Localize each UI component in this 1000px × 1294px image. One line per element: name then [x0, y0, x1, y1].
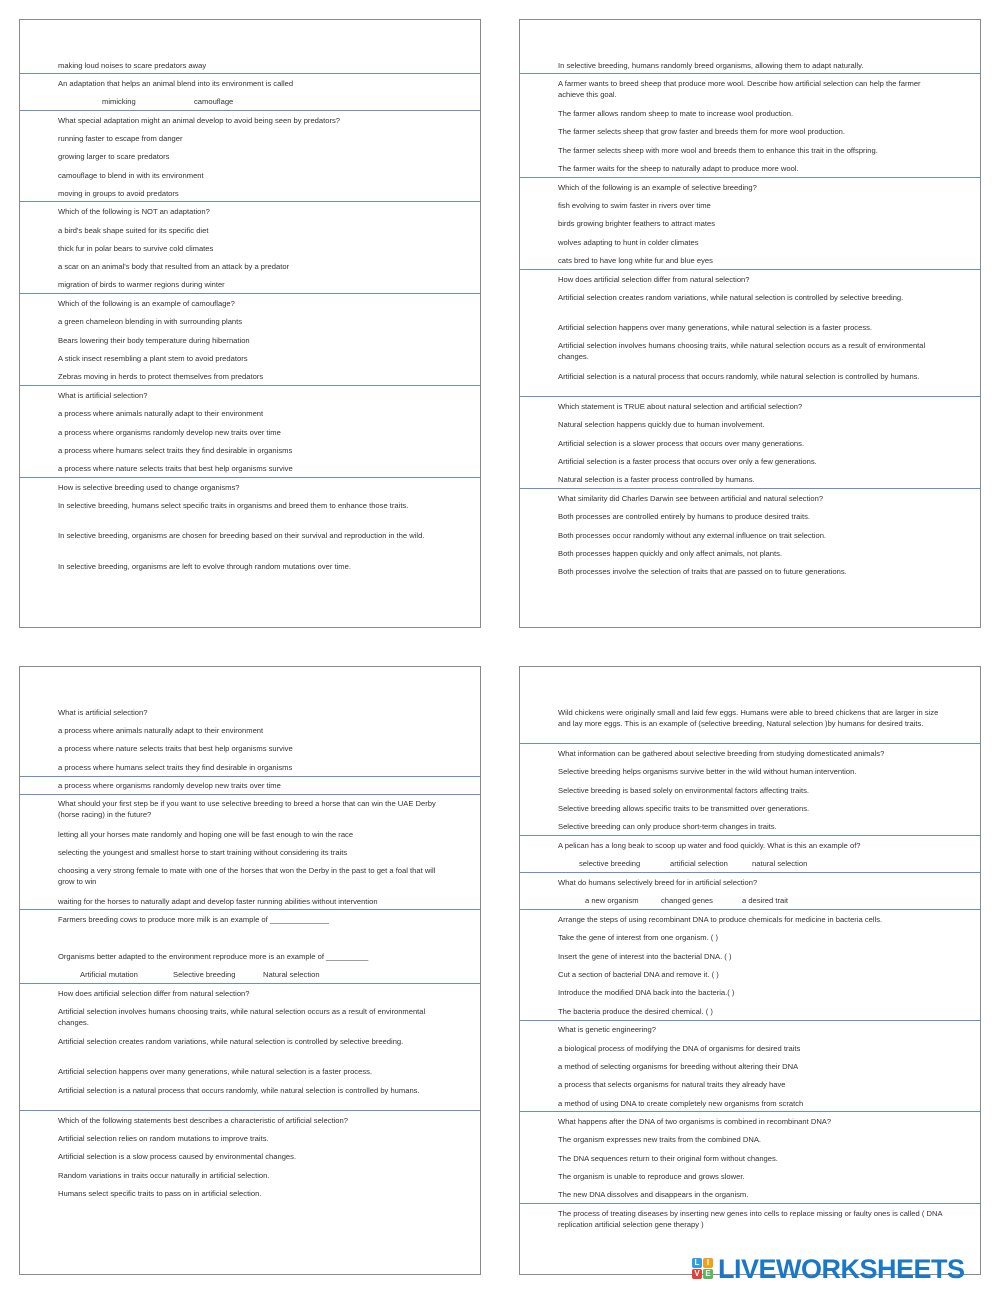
answer-option[interactable]: Natural selection is a faster process controlled by humans. [558, 475, 755, 484]
answer-option[interactable]: In selective breeding, organisms are chosen for breeding based on their survival and reproduction in the wild. [58, 531, 425, 540]
fill-in-question[interactable]: Farmers breeding cows to produce more milk is an example of ______________ [58, 915, 329, 924]
answer-option[interactable]: birds growing brighter feathers to attract mates [558, 219, 716, 228]
option-artificial-selection[interactable]: artificial selection [670, 859, 728, 868]
answer-option[interactable]: In selective breeding, organisms are left to evolve through random mutations over time. [58, 562, 351, 571]
divider [20, 385, 480, 386]
question-text: A pelican has a long beak to scoop up water and food quickly. What is this an example of? [558, 841, 861, 850]
worksheet-panel-1 [19, 19, 481, 628]
logo-letter: E [703, 1269, 713, 1279]
option-natural-selection[interactable]: natural selection [752, 859, 808, 868]
answer-option[interactable]: The new DNA dissolves and disappears in the organism. [558, 1190, 749, 1199]
divider [520, 269, 980, 270]
answer-option[interactable]: moving in groups to avoid predators [58, 189, 179, 198]
answer-option[interactable]: choosing a very strong female to mate with one of the horses that won the Derby in the past to get a foal that will grow to win [58, 866, 436, 886]
answer-option[interactable]: The organism is unable to reproduce and grows slower. [558, 1172, 745, 1181]
answer-option[interactable]: a green chameleon blending in with surrounding plants [58, 317, 243, 326]
answer-option[interactable]: running faster to escape from danger [58, 134, 183, 143]
option-new-organism[interactable]: a new organism [585, 896, 639, 905]
divider [20, 110, 480, 111]
answer-option[interactable]: Both processes are controlled entirely by humans to produce desired traits. [558, 512, 810, 521]
liveworksheets-logo [690, 1254, 990, 1284]
answer-option[interactable]: The organism expresses new traits from the combined DNA. [558, 1135, 762, 1144]
answer-option[interactable]: Bears lowering their body temperature during hibernation [58, 336, 250, 345]
answer-option[interactable]: Artificial selection relies on random mutations to improve traits. [58, 1134, 269, 1143]
answer-option[interactable]: a bird's beak shape suited for its specific diet [58, 226, 209, 235]
logo-letter: V [692, 1269, 702, 1279]
question-text: What is artificial selection? [58, 391, 148, 400]
answer-option[interactable]: Artificial selection is a natural process that occurs randomly, while natural selection is controlled by humans. [558, 372, 920, 381]
logo-text: LIVEWORKSHEETS [718, 1254, 965, 1284]
divider [20, 477, 480, 478]
dropdown-question[interactable]: The process of treating diseases by inserting new genes into cells to replace missing or faulty ones is called ( DNA replication artificial selection gene therapy ) [558, 1209, 943, 1229]
answer-option[interactable]: In selective breeding, humans randomly breed organisms, allowing them to adapt naturally. [558, 61, 864, 70]
logo-letter: I [703, 1258, 713, 1268]
divider [20, 293, 480, 294]
answer-option[interactable]: Selective breeding allows specific traits to be transmitted over generations. [558, 804, 810, 813]
answer-option[interactable]: a scar on an animal's body that resulted from an attack by a predator [58, 262, 290, 271]
ordering-step[interactable]: Insert the gene of interest into the bacterial DNA. ( ) [558, 952, 732, 961]
answer-option[interactable]: a process where organisms randomly develop new traits over time [58, 781, 281, 790]
answer-option[interactable]: Random variations in traits occur naturally in artificial selection. [58, 1171, 270, 1180]
question-text: What is artificial selection? [58, 708, 148, 717]
answer-option[interactable]: a process where animals naturally adapt to their environment [58, 409, 264, 418]
answer-option[interactable]: Zebras moving in herds to protect themselves from predators [58, 372, 264, 381]
answer-option[interactable]: Artificial selection happens over many generations, while natural selection is a faster process. [558, 323, 873, 332]
divider [20, 1110, 480, 1111]
divider [520, 396, 980, 397]
question-text: How does artificial selection differ from natural selection? [558, 275, 750, 284]
option-changed-genes[interactable]: changed genes [661, 896, 713, 905]
fill-in-question[interactable]: Organisms better adapted to the environment reproduce more is an example of __________ [58, 952, 369, 961]
question-text: How is selective breeding used to change organisms? [58, 483, 240, 492]
answer-option[interactable]: Natural selection happens quickly due to human involvement. [558, 420, 765, 429]
answer-option[interactable]: Artificial selection is a natural process that occurs randomly, while natural selection is controlled by humans. [58, 1086, 420, 1095]
answer-option[interactable]: cats bred to have long white fur and blue eyes [558, 256, 713, 265]
divider [20, 73, 480, 74]
answer-option[interactable]: Artificial selection creates random variations, while natural selection is controlled by selective breeding. [58, 1037, 404, 1046]
divider [20, 983, 480, 984]
answer-option[interactable]: migration of birds to warmer regions during winter [58, 280, 225, 289]
answer-option[interactable]: a process where animals naturally adapt to their environment [58, 726, 264, 735]
question-text: Which of the following is an example of selective breeding? [558, 183, 757, 192]
answer-option[interactable]: Artificial selection is a slower process that occurs over many generations. [558, 439, 805, 448]
question-text: How does artificial selection differ from natural selection? [58, 989, 250, 998]
option-mimicking[interactable]: mimicking [102, 97, 136, 106]
divider [520, 909, 980, 910]
worksheet-panel-4 [519, 666, 981, 1275]
answer-option[interactable]: camouflage to blend in with its environment [58, 171, 204, 180]
divider [20, 794, 480, 795]
answer-option[interactable]: Artificial selection is a slow process caused by environmental changes. [58, 1152, 297, 1161]
answer-option[interactable]: The DNA sequences return to their original form without changes. [558, 1154, 778, 1163]
answer-option[interactable]: Artificial selection involves humans choosing traits, while natural selection occurs as a result of environmental changes. [558, 341, 926, 361]
answer-option[interactable]: growing larger to scare predators [58, 152, 170, 161]
divider [520, 743, 980, 744]
question-text: What is genetic engineering? [558, 1025, 656, 1034]
option-artificial-mutation[interactable]: Artificial mutation [80, 970, 138, 979]
ordering-step[interactable]: Cut a section of bacterial DNA and remove it. ( ) [558, 970, 719, 979]
question-text: What special adaptation might an animal develop to avoid being seen by predators? [58, 116, 340, 125]
answer-option[interactable]: Both processes happen quickly and only affect animals, not plants. [558, 549, 783, 558]
answer-option[interactable]: waiting for the horses to naturally adapt and develop faster running abilities without intervention [58, 897, 378, 906]
answer-option[interactable]: Artificial selection is a faster process that occurs over only a few generations. [558, 457, 817, 466]
answer-option[interactable]: a method of selecting organisms for breeding without altering their DNA [558, 1062, 799, 1071]
answer-option[interactable]: letting all your horses mate randomly and hoping one will be fast enough to win the race [58, 830, 354, 839]
answer-option[interactable]: The farmer selects sheep that grow faster and breeds them for more wool production. [558, 127, 846, 136]
answer-option[interactable]: a process where nature selects traits that best help organisms survive [58, 464, 293, 473]
option-desired-trait[interactable]: a desired trait [742, 896, 789, 905]
question-text: Arrange the steps of using recombinant DNA to produce chemicals for medicine in bacteria cells. [558, 915, 883, 924]
question-text: What information can be gathered about selective breeding from studying domesticated animals? [558, 749, 885, 758]
divider [520, 1203, 980, 1204]
answer-option[interactable]: a process where nature selects traits that best help organisms survive [58, 744, 293, 753]
divider [520, 1111, 980, 1112]
answer-option[interactable]: fish evolving to swim faster in rivers over time [558, 201, 711, 210]
logo-letter: L [692, 1258, 702, 1268]
divider [520, 177, 980, 178]
question-text: What do humans selectively breed for in artificial selection? [558, 878, 758, 887]
divider [20, 909, 480, 910]
answer-option[interactable]: Both processes involve the selection of traits that are passed on to future generations. [558, 567, 847, 576]
answer-option[interactable]: a process that selects organisms for natural traits they already have [558, 1080, 786, 1089]
divider [20, 201, 480, 202]
divider [520, 1020, 980, 1021]
answer-option[interactable]: selecting the youngest and smallest horse to start training without considering its traits [58, 848, 348, 857]
answer-option[interactable]: The farmer waits for the sheep to naturally adapt to produce more wool. [558, 164, 799, 173]
answer-option[interactable]: thick fur in polar bears to survive cold climates [58, 244, 214, 253]
answer-option[interactable]: Selective breeding can only produce short-term changes in traits. [558, 822, 777, 831]
answer-option[interactable]: Selective breeding is based solely on environmental factors affecting traits. [558, 786, 810, 795]
answer-option[interactable]: making loud noises to scare predators away [58, 61, 207, 70]
ordering-step[interactable]: Introduce the modified DNA back into the bacteria.( ) [558, 988, 735, 997]
answer-option[interactable]: Humans select specific traits to pass on in artificial selection. [58, 1189, 262, 1198]
logo-mark-icon [692, 1258, 714, 1280]
answer-option[interactable]: In selective breeding, humans select specific traits in organisms and breed them to enhance those traits. [58, 501, 409, 510]
option-natural-selection[interactable]: Natural selection [263, 970, 320, 979]
answer-option[interactable]: Artificial selection involves humans choosing traits, while natural selection occurs as a result of environmental changes. [58, 1007, 426, 1027]
divider [520, 872, 980, 873]
answer-option[interactable]: a method of using DNA to create completely new organisms from scratch [558, 1099, 804, 1108]
divider [20, 776, 480, 777]
answer-option[interactable]: Both processes occur randomly without any external influence on trait selection. [558, 531, 827, 540]
divider [520, 835, 980, 836]
question-text: Which statement is TRUE about natural selection and artificial selection? [558, 402, 803, 411]
answer-option[interactable]: a biological process of modifying the DNA of organisms for desired traits [558, 1044, 801, 1053]
answer-option[interactable]: a process where organisms randomly develop new traits over time [58, 428, 281, 437]
answer-option[interactable]: The farmer selects sheep with more wool and breeds them to enhance this trait in the offspring. [558, 146, 878, 155]
option-selective-breeding[interactable]: Selective breeding [173, 970, 236, 979]
answer-option[interactable]: Artificial selection creates random variations, while natural selection is controlled by selective breeding. [558, 293, 904, 302]
ordering-step[interactable]: Take the gene of interest from one organism. ( ) [558, 933, 718, 942]
answer-option[interactable]: A stick insect resembling a plant stem to avoid predators [58, 354, 248, 363]
ordering-step[interactable]: The bacteria produce the desired chemical. ( ) [558, 1007, 713, 1016]
option-selective-breeding[interactable]: selective breeding [579, 859, 641, 868]
question-text: What similarity did Charles Darwin see between artificial and natural selection? [558, 494, 824, 503]
question-text: An adaptation that helps an animal blend into its environment is called [58, 79, 294, 88]
question-text: Which of the following is NOT an adaptation? [58, 207, 210, 216]
dropdown-question[interactable]: Wild chickens were originally small and laid few eggs. Humans were able to breed chickens that are larger in size and lay more eggs. This is an example of (selective breeding, Natural selection )by humans for desired traits. [558, 708, 939, 728]
answer-option[interactable]: wolves adapting to hunt in colder climates [558, 238, 699, 247]
divider [520, 488, 980, 489]
answer-option[interactable]: a process where humans select traits they find desirable in organisms [58, 446, 293, 455]
question-text: What should your first step be if you want to use selective breeding to breed a horse that can win the UAE Derby (horse racing) in the future? [58, 799, 436, 819]
question-text: What happens after the DNA of two organisms is combined in recombinant DNA? [558, 1117, 832, 1126]
worksheet-panel-2 [519, 19, 981, 628]
question-text: Which of the following is an example of camouflage? [58, 299, 235, 308]
answer-option[interactable]: Artificial selection happens over many generations, while natural selection is a faster process. [58, 1067, 373, 1076]
question-text: Which of the following statements best describes a characteristic of artificial selection? [58, 1116, 348, 1125]
answer-option[interactable]: Selective breeding helps organisms survive better in the wild without human intervention. [558, 767, 857, 776]
option-camouflage[interactable]: camouflage [194, 97, 234, 106]
answer-option[interactable]: The farmer allows random sheep to mate to increase wool production. [558, 109, 794, 118]
question-text: A farmer wants to breed sheep that produce more wool. Describe how artificial selection can help the farmer achieve this goal. [558, 79, 921, 99]
answer-option[interactable]: a process where humans select traits they find desirable in organisms [58, 763, 293, 772]
worksheet-panel-3 [19, 666, 481, 1275]
divider [520, 73, 980, 74]
